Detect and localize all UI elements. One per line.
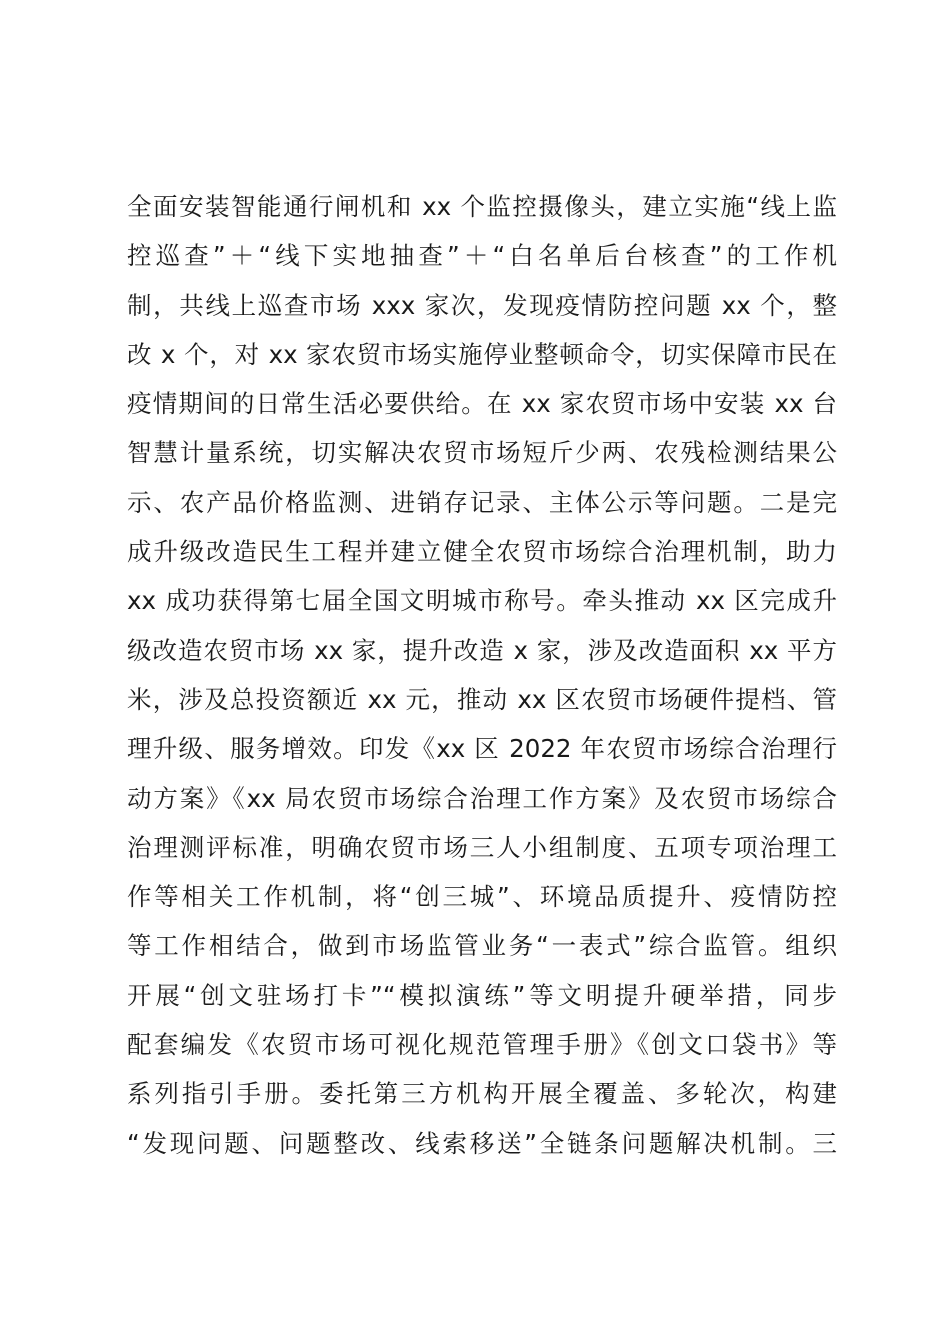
text-line: 示、农产品价格监测、进销存记录、主体公示等问题。二是完 <box>127 487 837 517</box>
body-paragraph <box>127 182 837 1168</box>
text-line: 作等相关工作机制，将“创三城”、环境品质提升、疫情防控 <box>127 882 837 912</box>
text-line: 开展“创文驻场打卡”“模拟演练”等文明提升硬举措，同步 <box>127 980 837 1010</box>
text-line: 米，涉及总投资额近 xx 元，推动 xx 区农贸市场硬件提档、管 <box>127 684 837 714</box>
text-line: 级改造农贸市场 xx 家，提升改造 x 家，涉及改造面积 xx 平方 <box>127 635 837 665</box>
text-line: 系列指引手册。委托第三方机构开展全覆盖、多轮次，构建 <box>127 1079 837 1109</box>
text-line: 疫情期间的日常生活必要供给。在 xx 家农贸市场中安装 xx 台 <box>127 389 837 419</box>
text-line: 智慧计量系统，切实解决农贸市场短斤少两、农残检测结果公 <box>127 438 837 468</box>
text-line: 控巡查”＋“线下实地抽查”＋“白名单后台核查”的工作机 <box>127 241 837 271</box>
text-line: 成升级改造民生工程并建立健全农贸市场综合治理机制，助力 <box>127 537 837 567</box>
text-line: 动方案》《xx 局农贸市场综合治理工作方案》及农贸市场综合 <box>127 783 837 813</box>
text-line: 等工作相结合，做到市场监管业务“一表式”综合监管。组织 <box>127 931 837 961</box>
text-line: 制，共线上巡查市场 xxx 家次，发现疫情防控问题 xx 个，整 <box>127 290 837 320</box>
text-line: 改 x 个，对 xx 家农贸市场实施停业整顿命令，切实保障市民在 <box>127 339 837 369</box>
text-line: 治理测评标准，明确农贸市场三人小组制度、五项专项治理工 <box>127 832 837 862</box>
text-line: “发现问题、问题整改、线索移送”全链条问题解决机制。三 <box>127 1128 837 1158</box>
text-line: 全面安装智能通行闸机和 xx 个监控摄像头，建立实施“线上监 <box>127 192 837 221</box>
text-line: 理升级、服务增效。印发《xx 区 2022 年农贸市场综合治理行 <box>127 734 837 764</box>
text-line: xx 成功获得第七届全国文明城市称号。牵头推动 xx 区完成升 <box>127 586 837 616</box>
text-line: 配套编发《农贸市场可视化规范管理手册》《创文口袋书》等 <box>127 1030 837 1060</box>
